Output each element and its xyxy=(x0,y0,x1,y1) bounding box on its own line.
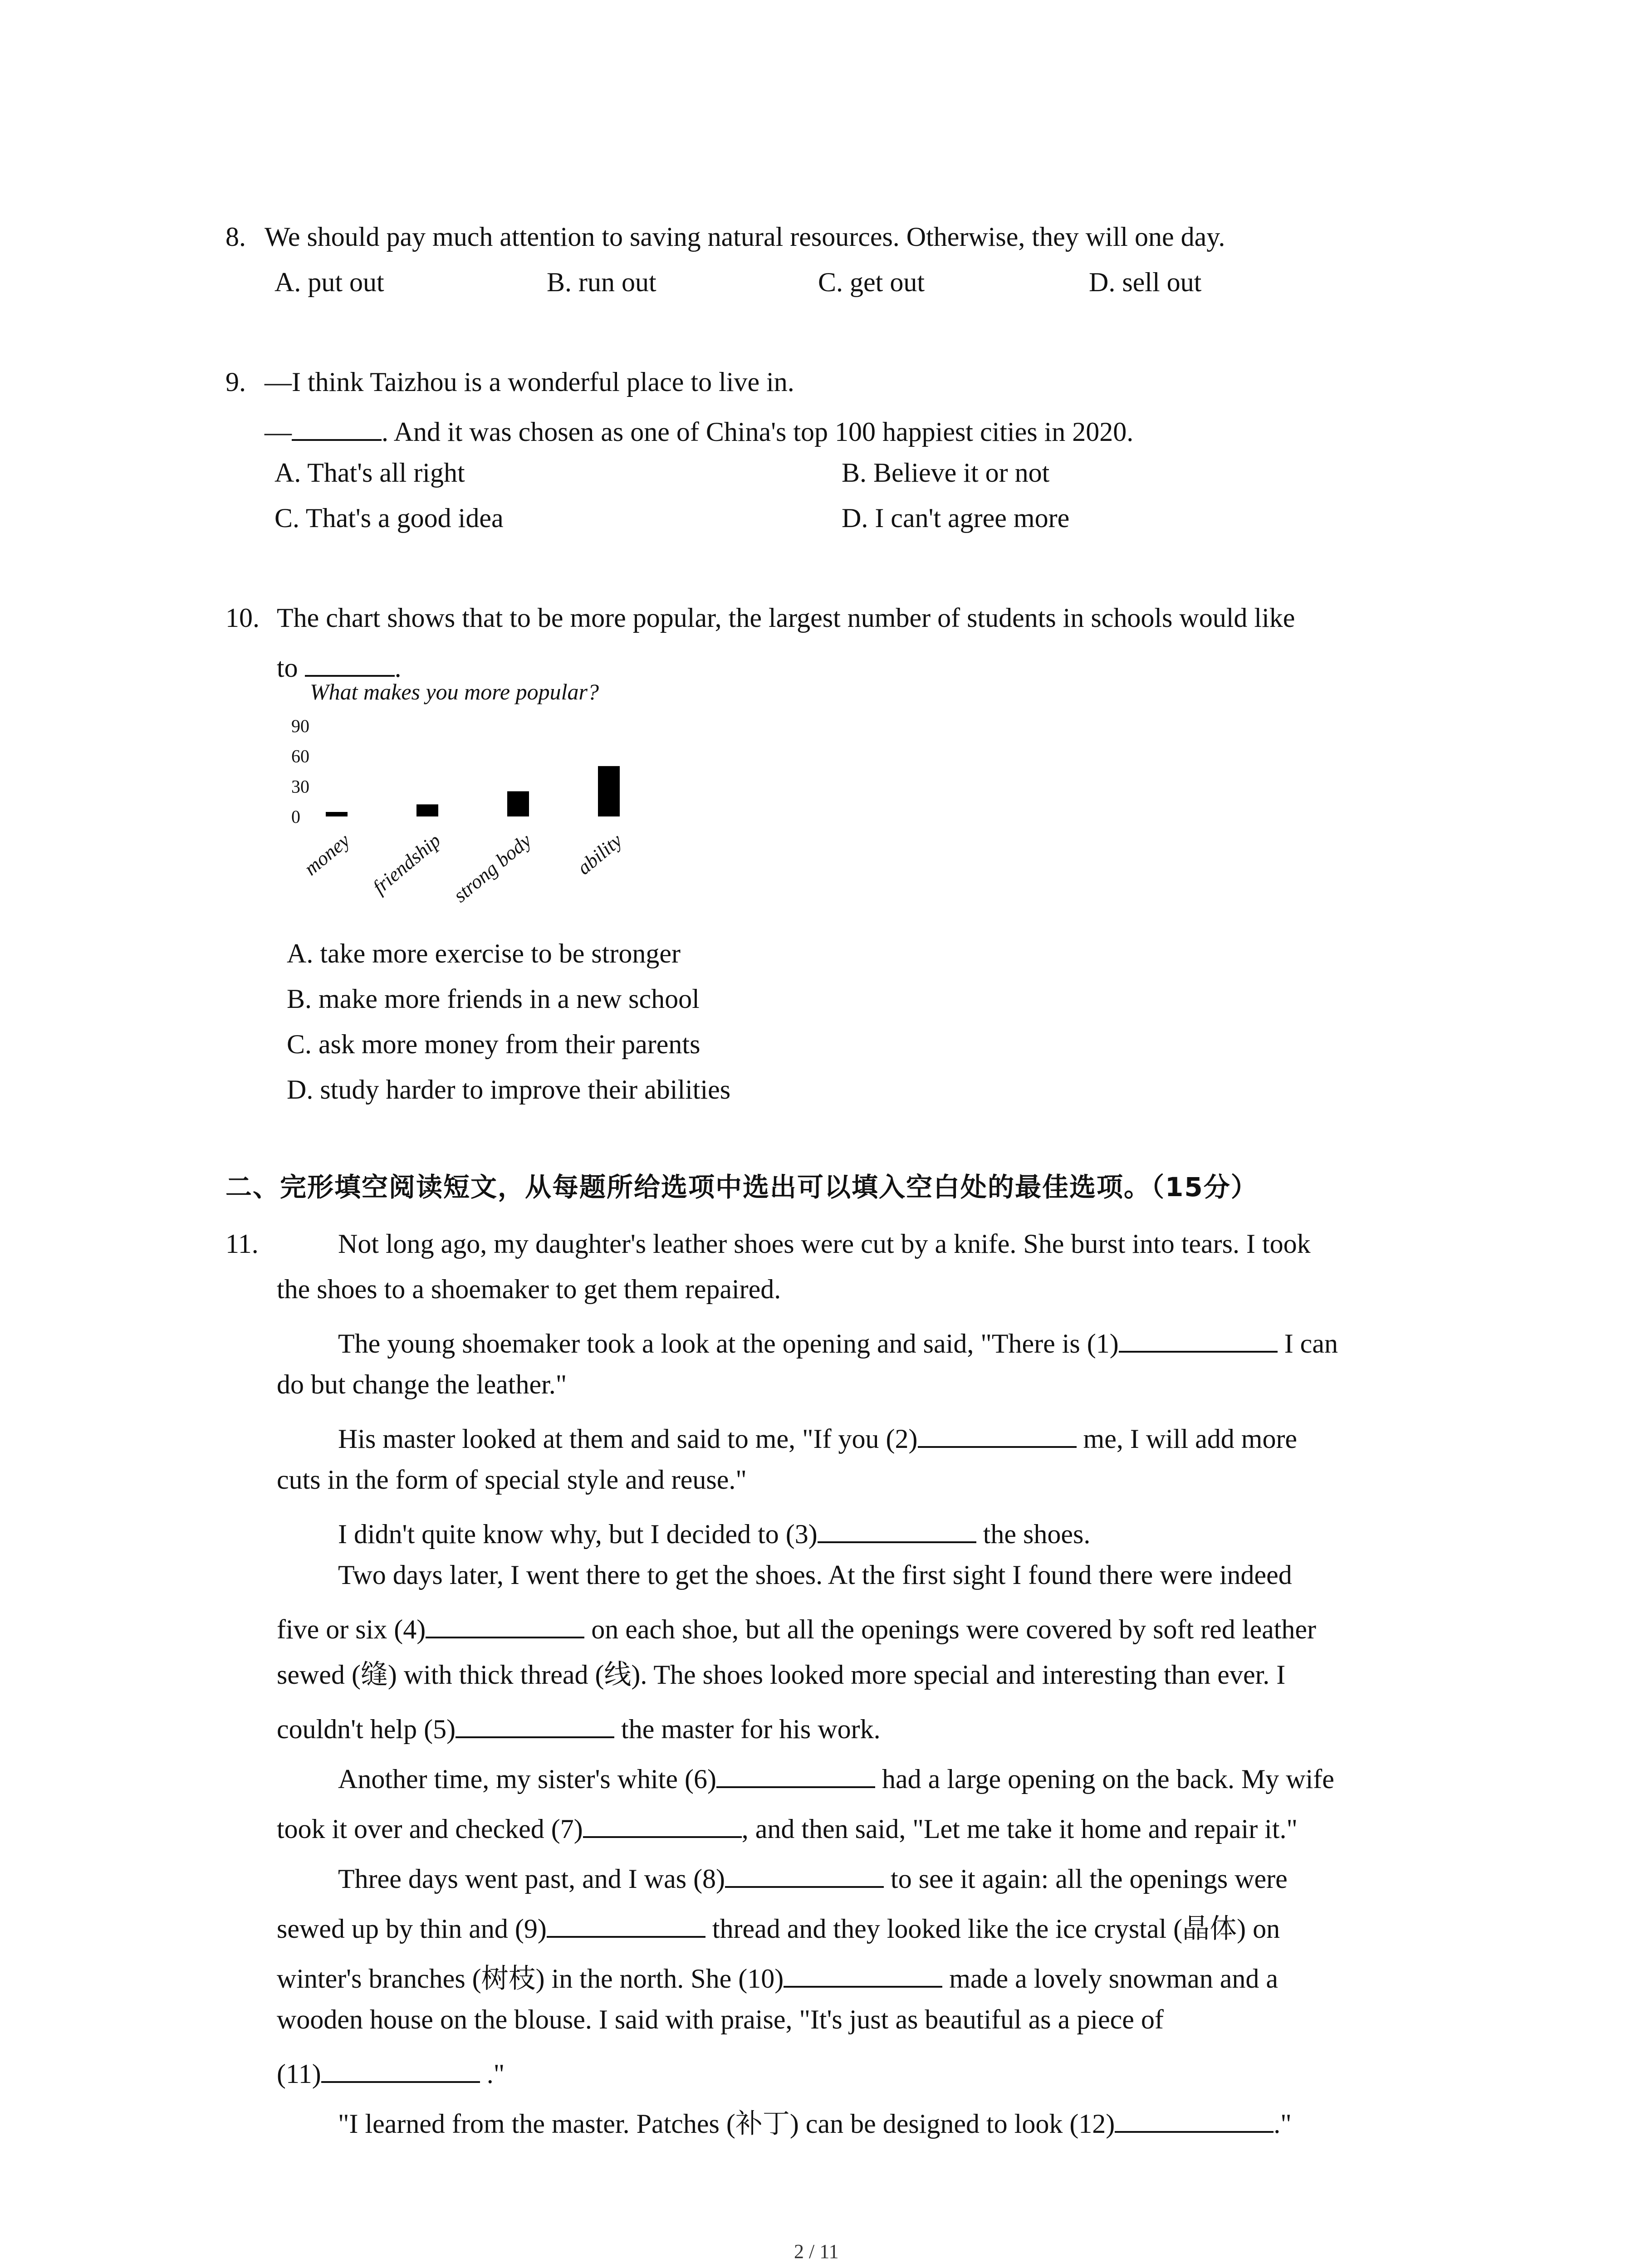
q10-number: 10. xyxy=(225,603,260,633)
cloze-blank-10[interactable] xyxy=(784,1960,942,1988)
cloze-blank-7[interactable] xyxy=(583,1811,742,1838)
q10-option-a: A. take more exercise to be stronger xyxy=(287,938,681,968)
q11-p6-line2: took it over and checked (7) , and then said, "Let me take it home and repair it." xyxy=(277,1811,1298,1843)
q9-option-a: A. That's all right xyxy=(274,458,465,488)
q11-p1-line1: Not long ago, my daughter's leather shoes were cut by a knife. She burst into tears. I took xyxy=(338,1229,1311,1259)
q11-p7-line5: (11) ." xyxy=(277,2056,505,2087)
q11-p7-line3: winter's branches (树枝) in the north. She (10) made a lovely snowman and a xyxy=(277,1960,1278,1992)
cloze-blank-6[interactable] xyxy=(716,1761,875,1788)
bar-chart xyxy=(254,699,662,953)
q11-p5-line1: Two days later, I went there to get the shoes. At the first sight I found there were indeed xyxy=(338,1560,1292,1590)
q9-answer-blank[interactable] xyxy=(292,414,382,441)
y-tick-label: 60 xyxy=(291,746,309,767)
q11-p5-line2: five or six (4) on each shoe, but all the openings were covered by soft red leather xyxy=(277,1611,1316,1643)
q8-option-a: A. put out xyxy=(274,267,384,297)
x-category-label: friendship xyxy=(368,829,445,899)
y-tick-label: 30 xyxy=(291,776,309,797)
q11-p1-line2: the shoes to a shoemaker to get them repaired. xyxy=(277,1274,781,1304)
x-category-label: strong body xyxy=(449,829,536,907)
y-tick-label: 0 xyxy=(291,807,300,827)
page-number: 2 / 11 xyxy=(794,2240,839,2263)
cloze-blank-11[interactable] xyxy=(321,2056,480,2083)
q9-option-c: C. That's a good idea xyxy=(274,503,504,533)
q11-p3-line2: cuts in the form of special style and reuse." xyxy=(277,1465,747,1495)
cloze-blank-12[interactable] xyxy=(1115,2106,1274,2133)
q10-option-c: C. ask more money from their parents xyxy=(287,1029,700,1059)
q11-p4-line: I didn't quite know why, but I decided to (3) the shoes. xyxy=(338,1516,1090,1548)
q9-line2: — . And it was chosen as one of China's top 100 happiest cities in 2020. xyxy=(265,414,1133,445)
q11-p6-line1: Another time, my sister's white (6) had a large opening on the back. My wife xyxy=(338,1761,1334,1793)
q10-option-b: B. make more friends in a new school xyxy=(287,984,700,1014)
q10-option-d: D. study harder to improve their abilities xyxy=(287,1075,731,1105)
y-tick-label: 90 xyxy=(291,716,309,736)
q9-number: 9. xyxy=(225,367,246,397)
q11-p7-line2: sewed up by thin and (9) thread and they looked like the ice crystal (晶体) on xyxy=(277,1911,1280,1942)
q11-p8-line: "I learned from the master. Patches (补丁) can be designed to look (12) ." xyxy=(338,2106,1292,2137)
q9-option-b: B. Believe it or not xyxy=(842,458,1050,488)
cloze-blank-5[interactable] xyxy=(456,1711,614,1738)
q8-option-b: B. run out xyxy=(547,267,656,297)
q11-p3-line1: His master looked at them and said to me, "If you (2) me, I will add more xyxy=(338,1421,1297,1452)
x-category-label: money xyxy=(299,829,354,880)
cloze-blank-3[interactable] xyxy=(818,1516,976,1543)
q8-number: 8. xyxy=(225,222,246,252)
bar-money xyxy=(326,812,348,816)
bar-ability xyxy=(598,766,620,816)
q11-number: 11. xyxy=(225,1229,259,1259)
q11-p7-line1: Three days went past, and I was (8) to see it again: all the openings were xyxy=(338,1861,1288,1892)
section2-heading: 二、完形填空阅读短文，从每题所给选项中选出可以填入空白处的最佳选项。（15分） xyxy=(225,1172,1258,1202)
q8-option-d: D. sell out xyxy=(1089,267,1202,297)
q11-p5-line3: sewed (缝) with thick thread (线). The shoes looked more special and interesting than ever. I xyxy=(277,1660,1286,1690)
cloze-blank-4[interactable] xyxy=(426,1611,584,1638)
cloze-blank-1[interactable] xyxy=(1119,1325,1278,1353)
q10-line1: The chart shows that to be more popular, the largest number of students in schools would like xyxy=(277,603,1295,633)
q8-option-c: C. get out xyxy=(818,267,925,297)
bar-friendship xyxy=(416,804,438,816)
q11-p5-line4: couldn't help (5) the master for his work. xyxy=(277,1711,881,1743)
bar-strong-body xyxy=(507,791,529,816)
q9-option-d: D. I can't agree more xyxy=(842,503,1070,533)
x-category-label: ability xyxy=(573,829,627,879)
cloze-blank-9[interactable] xyxy=(547,1911,705,1938)
q11-p2-line2: do but change the leather." xyxy=(277,1369,567,1399)
q11-p7-line4: wooden house on the blouse. I said with praise, "It's just as beautiful as a piece of xyxy=(277,2004,1164,2034)
cloze-blank-2[interactable] xyxy=(918,1421,1077,1448)
cloze-blank-8[interactable] xyxy=(725,1861,884,1888)
q10-answer-blank[interactable] xyxy=(305,650,395,677)
chart-title: What makes you more popular? xyxy=(310,679,599,704)
q8-stem: We should pay much attention to saving natural resources. Otherwise, they will one day. xyxy=(265,222,1225,252)
q10-line2: to . xyxy=(277,650,402,681)
q9-line1: —I think Taizhou is a wonderful place to live in. xyxy=(265,367,794,397)
q11-p2-line1: The young shoemaker took a look at the opening and said, "There is (1) I can xyxy=(338,1325,1338,1357)
